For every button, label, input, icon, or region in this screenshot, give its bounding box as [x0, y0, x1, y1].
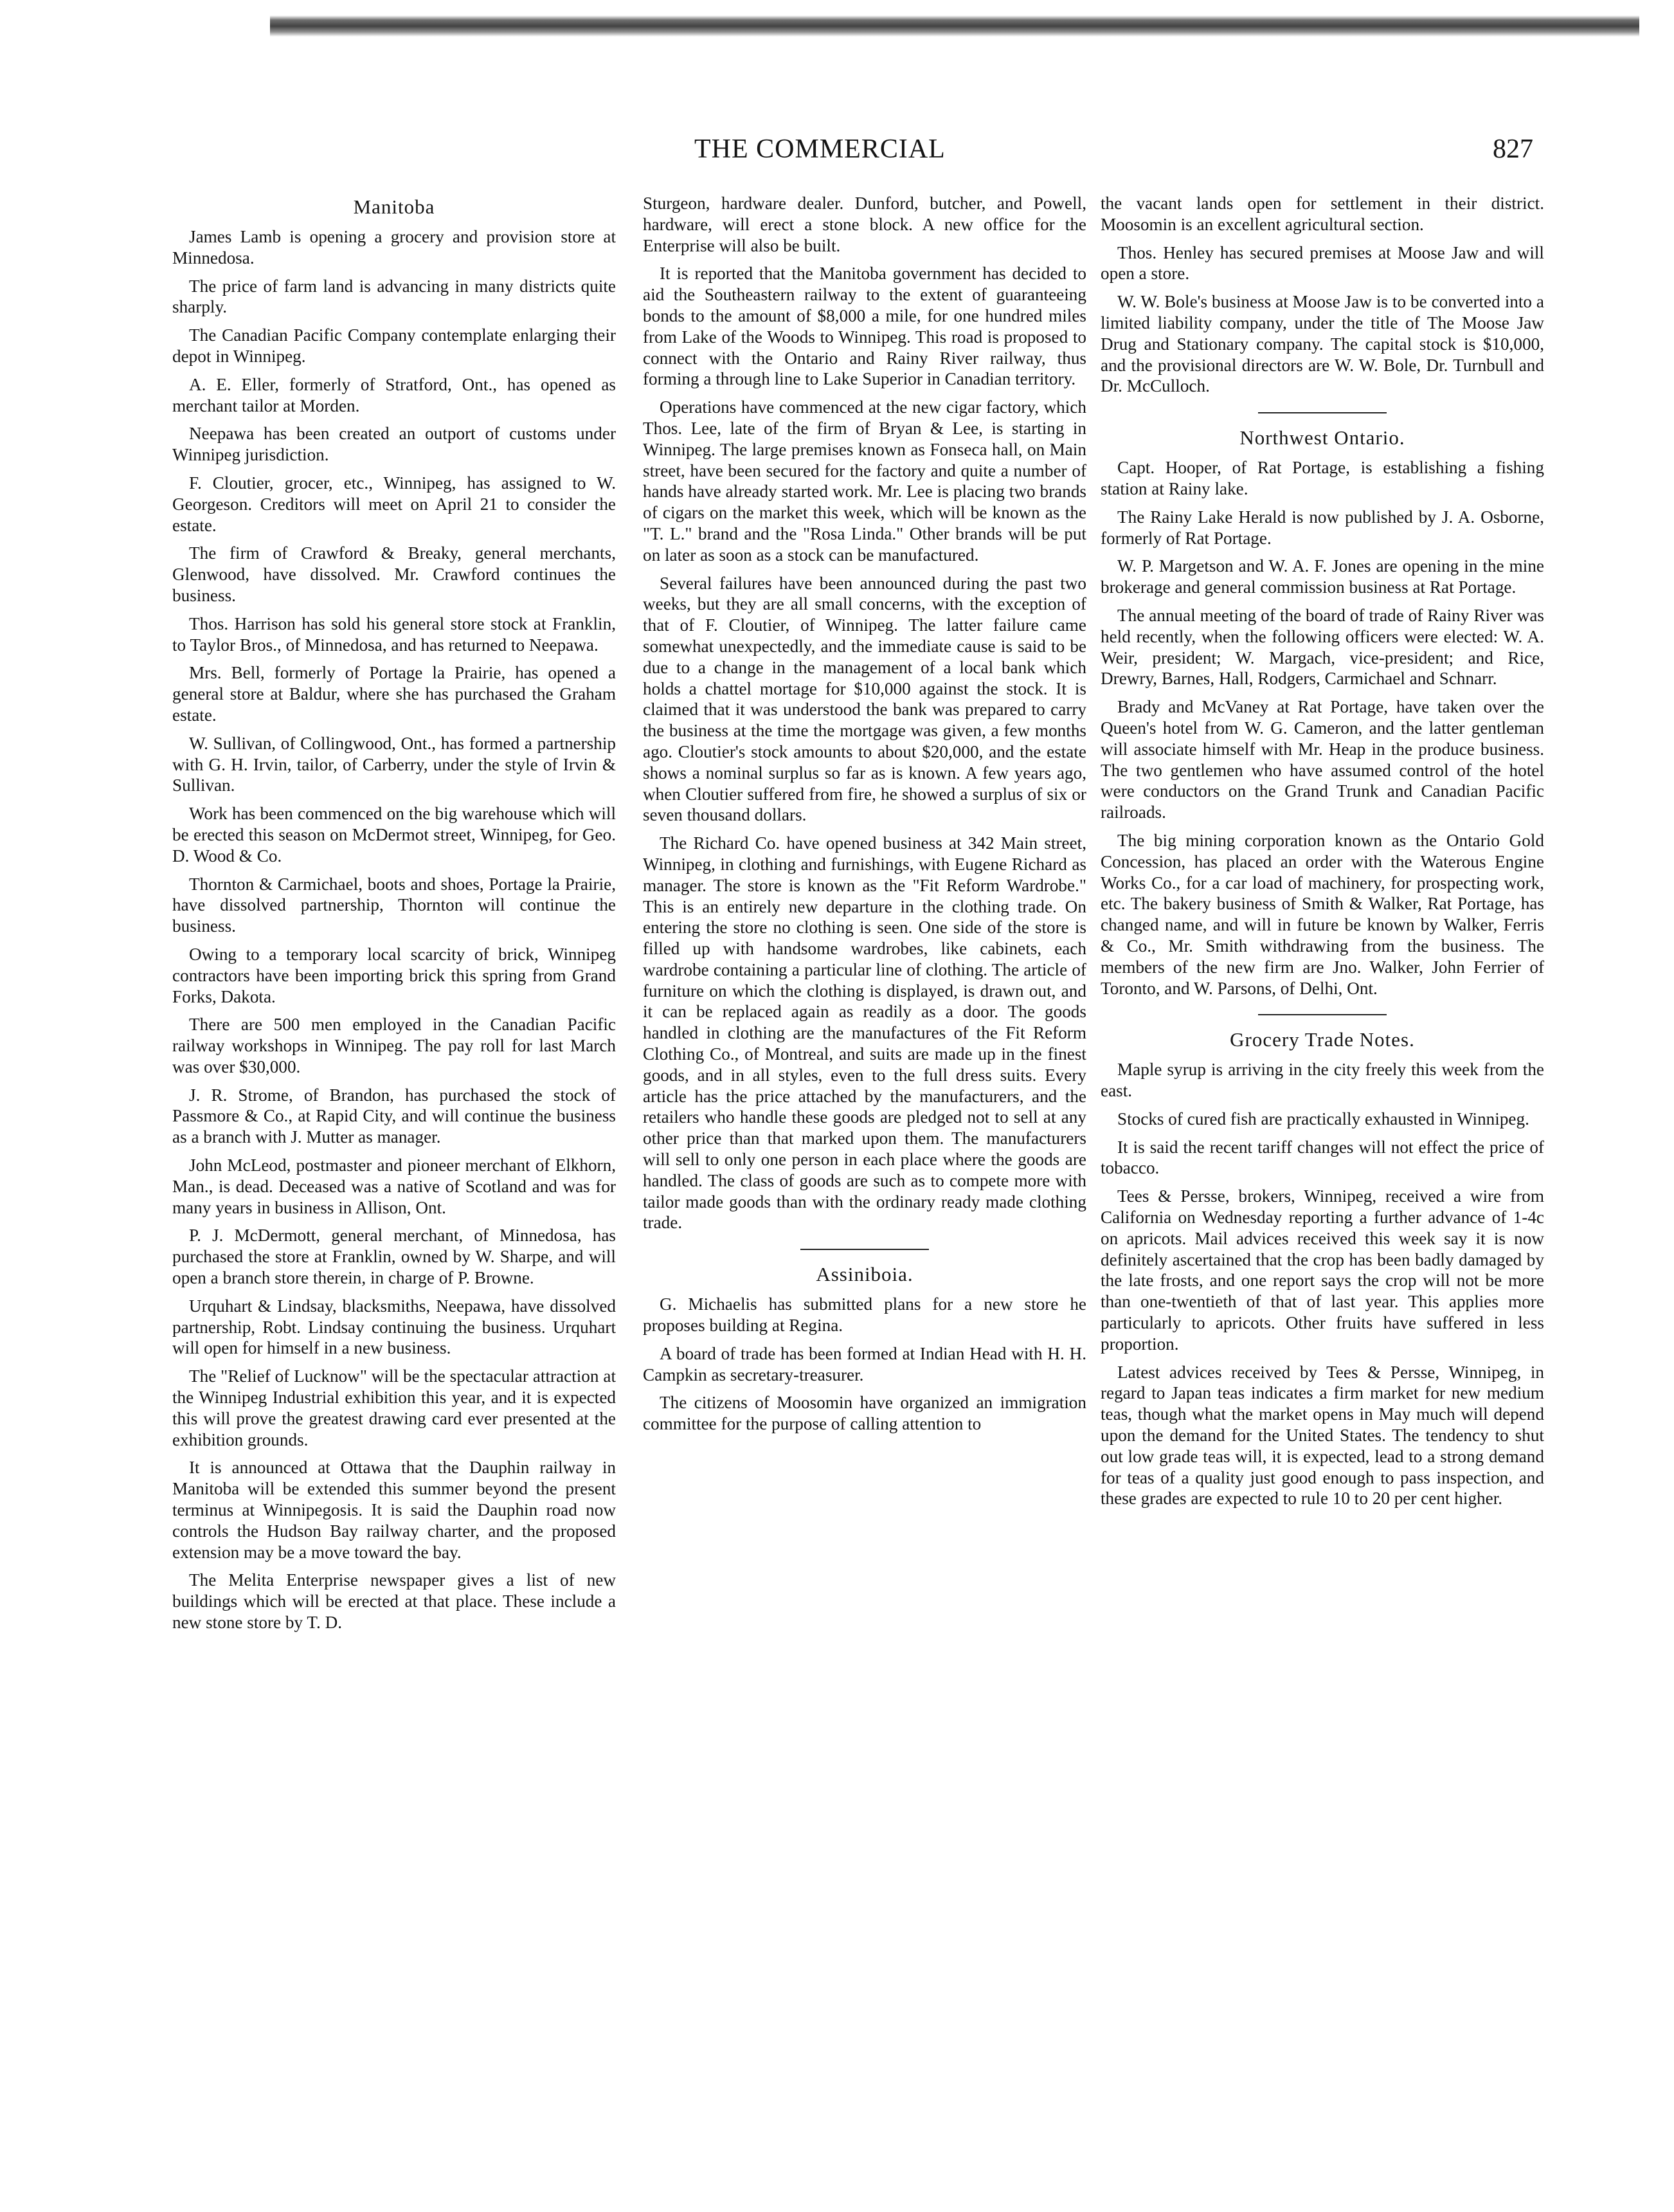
- article-paragraph: The Rainy Lake Herald is now published by J. A. Osborne, formerly of Rat Portage.: [1101, 507, 1544, 548]
- article-paragraph: James Lamb is opening a grocery and provision store at Minnedosa.: [172, 227, 616, 267]
- top-decorative-rule: [270, 4, 1639, 42]
- article-paragraph: The annual meeting of the board of trade of Rainy River was held recently, when the following officers were elected: W. A. Weir, president; W. Margach, vice-president; and Rice, Drewry, Barnes, Hall, Rodgers, Carmichael and Schnarr.: [1101, 605, 1544, 689]
- article-paragraph: There are 500 men employed in the Canadian Pacific railway workshops in Winnipeg. The pay roll for last March was over $30,000.: [172, 1015, 616, 1076]
- section-divider: [800, 1249, 929, 1250]
- article-paragraph: Maple syrup is arriving in the city freely this week from the east.: [1101, 1060, 1544, 1101]
- article-paragraph: The Melita Enterprise newspaper gives a list of new buildings which will be erected at that place. These include a new stone store by T. D.: [172, 1570, 616, 1633]
- article-paragraph: The big mining corporation known as the Ontario Gold Concession, has placed an order with the Waterous Engine Works Co., for a car load of machinery, for prospecting work, etc. The bakery business of Smith & Walker, Rat Portage, has changed name, and will in future be known by Walker, Ferris & Co., Mr. Smith withdrawing from the business. The members of the new firm are Jno. Walker, John Ferrier of Toronto, and W. Parsons, of Delhi, Ont.: [1101, 830, 1544, 998]
- article-paragraph: It is reported that the Manitoba government has decided to aid the Southeastern railway to the extent of guaranteeing bonds to the amount of $8,000 a mile, for one hundred miles from Lake of the Woods to Winnipeg. This road is proposed to connect with the Ontario and Rainy River railway, thus forming a through line to Lake Superior in Canadian territory.: [643, 264, 1086, 389]
- article-paragraph: The Richard Co. have opened business at 342 Main street, Winnipeg, in clothing and furnishings, with Eugene Richard as manager. The store is known as the "Fit Reform Wardrobe." This is an entirely new departure in the clothing trade. On entering the store no clothing is seen. One side of the store is filled up with handsome wardrobes, like cabinets, each wardrobe containing a particular line of clothing. The article of furniture on which the clothing is displayed, is drawn out, and it can be replaced again as readily as a door. The goods handled in clothing are the manufactures of the Fit Reform Clothing Co., of Montreal, and suits are made up in the finest goods, and in all styles, even to the full dress suits. Every article has the price attached by the manufacturers, and the retailers who handle these goods are pledged not to sell at any other price than that marked upon them. The manufacturers will sell to only one person in each place where the goods are handled. The class of goods are such as to compete more with tailor made goods than with the ordinary ready made clothing trade.: [643, 833, 1086, 1233]
- article-paragraph: Thornton & Carmichael, boots and shoes, Portage la Prairie, have dissolved partnership, Thornton will continue the business.: [172, 874, 616, 936]
- article-paragraph: W. W. Bole's business at Moose Jaw is to be converted into a limited liability company, under the title of The Moose Jaw Drug and Stationary company. The capital stock is $10,000, and the provisional directors are W. W. Bole, Dr. Turnbull and Dr. McCulloch.: [1101, 292, 1544, 396]
- article-paragraph: Thos. Harrison has sold his general store stock at Franklin, to Taylor Bros., of Minnedosa, and has returned to Neepawa.: [172, 613, 616, 655]
- article-paragraph: G. Michaelis has submitted plans for a new store he proposes building at Regina.: [643, 1294, 1086, 1336]
- section-divider: [1258, 1014, 1387, 1015]
- article-paragraph: Latest advices received by Tees & Persse, Winnipeg, in regard to Japan teas indicates a firm market for new medium teas, though what the market opens in May much will depend upon the demand for the United States. The tendency to shut out low grade teas will, it is expected, lead to a strong demand for teas of a quality just good enough to pass inspection, and these grades are expected to rule 10 to 20 per cent higher.: [1101, 1362, 1544, 1509]
- article-paragraph: W. Sullivan, of Collingwood, Ont., has formed a partnership with G. H. Irvin, tailor, of Carberry, under the style of Irvin & Sullivan.: [172, 733, 616, 795]
- section-heading: Manitoba: [353, 195, 435, 218]
- page-number: 827: [1493, 134, 1533, 164]
- article-paragraph: John McLeod, postmaster and pioneer merchant of Elkhorn, Man., is dead. Deceased was a native of Scotland and was for many years in business in Allison, Ont.: [172, 1156, 616, 1217]
- article-paragraph: Tees & Persse, brokers, Winnipeg, received a wire from California on Wednesday reporting a further advance of 1-4c on apricots. Mail advices received this week say it is now definitely ascertained that the crop has been badly damaged by the late frosts, and one report says the crop will not be more than one-twentieth of that of last year. This applies more particularly to apricots. Other fruits have suffered in less proportion.: [1101, 1186, 1544, 1354]
- article-paragraph: Several failures have been announced during the past two weeks, but they are all small concerns, with the exception of that of F. Cloutier, of Winnipeg. The latter failure came somewhat unexpectedly, and the immediate cause is said to be due to a change in the management of a local bank which holds a chattel mortage for $10,000 against the stock. It is claimed that it was understood the bank was prepared to carry the business at the time the mortgage was given, a few months ago. Cloutier's stock amounts to about $20,000, and the estate shows a nominal surplus so far as is known. A few years ago, when Cloutier suffered from fire, he showed a surplus of six or seven thousand dollars.: [643, 573, 1086, 825]
- article-paragraph: The Canadian Pacific Company contemplate enlarging their depot in Winnipeg.: [172, 325, 616, 366]
- article-paragraph: A board of trade has been formed at Indian Head with H. H. Campkin as secretary-treasurer.: [643, 1343, 1086, 1384]
- article-paragraph: F. Cloutier, grocer, etc., Winnipeg, has assigned to W. Georgeson. Creditors will meet on April 21 to consider the estate.: [172, 473, 616, 535]
- article-paragraph: the vacant lands open for settlement in their district. Moosomin is an excellent agricultural section.: [1101, 194, 1544, 234]
- article-paragraph: The "Relief of Lucknow" will be the spectacular attraction at the Winnipeg Industrial exhibition this year, and it is expected this will prove the greatest drawing card ever presented at the exhibition grounds.: [172, 1366, 616, 1449]
- article-paragraph: The firm of Crawford & Breaky, general merchants, Glenwood, have dissolved. Mr. Crawford continues the business.: [172, 543, 616, 605]
- article-paragraph: The price of farm land is advancing in many districts quite sharply.: [172, 276, 616, 317]
- article-paragraph: Neepawa has been created an outport of customs under Winnipeg jurisdiction.: [172, 424, 616, 465]
- article-paragraph: It is said the recent tariff changes will not effect the price of tobacco.: [1101, 1137, 1544, 1178]
- article-paragraph: Capt. Hooper, of Rat Portage, is establishing a fishing station at Rainy lake.: [1101, 458, 1544, 498]
- column-1: [172, 193, 616, 1640]
- article-paragraph: Thos. Henley has secured premises at Moose Jaw and will open a store.: [1101, 242, 1544, 284]
- running-head: THE COMMERCIAL: [694, 134, 946, 164]
- column-2: [643, 193, 1086, 1442]
- section-heading: Grocery Trade Notes.: [1230, 1028, 1415, 1051]
- article-paragraph: W. P. Margetson and W. A. F. Jones are opening in the mine brokerage and general commission business at Rat Portage.: [1101, 556, 1544, 597]
- article-paragraph: A. E. Eller, formerly of Stratford, Ont., has opened as merchant tailor at Morden.: [172, 374, 616, 415]
- article-paragraph: It is announced at Ottawa that the Dauphin railway in Manitoba will be extended this summer beyond the present terminus at Winnipegosis. It is said the Dauphin road now controls the Hudson Bay railway charter, and the proposed extension may be a move toward the bay.: [172, 1458, 616, 1562]
- article-paragraph: The citizens of Moosomin have organized an immigration committee for the purpose of calling attention to: [643, 1393, 1086, 1434]
- article-paragraph: Brady and McVaney at Rat Portage, have taken over the Queen's hotel from W. G. Cameron, and the latter gentleman will associate himself with Mr. Heap in the produce business. The two gentlemen who have assumed control of the hotel were conductors on the Grand Trunk and Canadian Pacific railroads.: [1101, 697, 1544, 822]
- article-paragraph: Urquhart & Lindsay, blacksmiths, Neepawa, have dissolved partnership, Robt. Lindsay continuing the business. Urquhart will open for himself in a new business.: [172, 1296, 616, 1358]
- section-heading: Northwest Ontario.: [1239, 426, 1405, 449]
- article-paragraph: Mrs. Bell, formerly of Portage la Prairie, has opened a general store at Baldur, where she has purchased the Graham estate.: [172, 663, 616, 725]
- section-divider: [1258, 412, 1387, 413]
- column-3: [1101, 193, 1544, 1516]
- article-paragraph: Owing to a temporary local scarcity of brick, Winnipeg contractors have been importing brick this spring from Grand Forks, Dakota.: [172, 944, 616, 1006]
- article-paragraph: Operations have commenced at the new cigar factory, which Thos. Lee, late of the firm of Bryan & Lee, is starting in Winnipeg. The large premises known as Fonseca hall, on Main street, have been secured for the factory and quite a number of hands have already started work. Mr. Lee is placing two brands of cigars on the market this week, which will be known as the "T. L." brand and the "Rosa Linda." Other brands will be put on later as soon as a stock can be manufactured.: [643, 397, 1086, 565]
- section-heading: Assiniboia.: [816, 1263, 914, 1286]
- article-paragraph: Sturgeon, hardware dealer. Dunford, butcher, and Powell, hardware, will erect a stone block. A new office for the Enterprise will also be built.: [643, 194, 1086, 255]
- article-paragraph: Stocks of cured fish are practically exhausted in Winnipeg.: [1117, 1109, 1529, 1129]
- article-paragraph: J. R. Strome, of Brandon, has purchased the stock of Passmore & Co., at Rapid City, and will continue the business as a branch with J. Mutter as manager.: [172, 1085, 616, 1147]
- article-paragraph: P. J. McDermott, general merchant, of Minnedosa, has purchased the store at Franklin, owned by W. Sharpe, and will open a branch store therein, in charge of P. Browne.: [172, 1226, 616, 1288]
- article-paragraph: Work has been commenced on the big warehouse which will be erected this season on McDermot street, Winnipeg, for Geo. D. Wood & Co.: [172, 804, 616, 866]
